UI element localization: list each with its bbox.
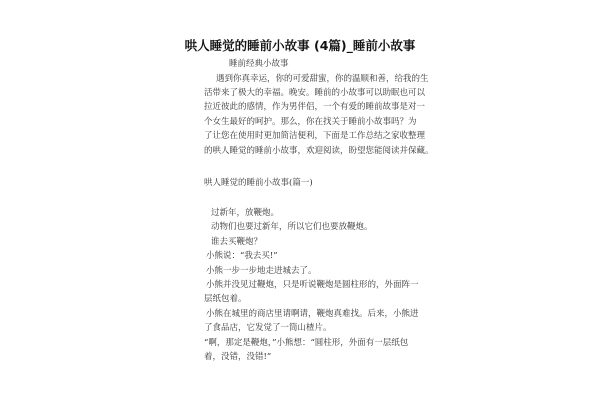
story-line: 谁去买鞭炮？	[211, 237, 263, 247]
story-line: 小熊并没见过鞭炮，只是听说鞭炮是圆柱形的，外面阵一	[206, 280, 419, 290]
story-line: 小熊说：“我去买!”	[206, 251, 278, 261]
story-line: 动物们也要过新年，所以它们也要放鞭炮。	[211, 222, 373, 232]
story-line: 了食品店，它发觉了一筒山楂片。	[204, 323, 332, 333]
intro-line: 遇到你真幸运，你的可爱甜蜜，你的温顺和善，给我的生	[216, 74, 429, 84]
intro-line: 活带来了极大的幸福。晚安。睡前的小故事可以助眠也可以	[204, 88, 426, 98]
intro-line: 的哄人睡觉的睡前小故事，欢迎阅读，盼望您能阅读并保藏。	[204, 146, 434, 156]
story-line: “啊，那定是鞭炮，”小熊想：“圆柱形，外面有一层纸包	[204, 338, 409, 348]
intro-line: 了让您在使用时更加简洁便利，下面是工作总结之家收整理	[204, 131, 426, 141]
intro-line: 拉近彼此的感情，作为男伴侣，一个有爱的睡前故事是对一	[204, 102, 426, 112]
story-line: 过新年，放鞭炮。	[211, 208, 280, 218]
section-heading: 哄人睡觉的睡前小故事(篇一)	[204, 178, 313, 188]
story-line: 层纸包着。	[204, 294, 247, 304]
subtitle: 睡前经典小故事	[229, 59, 289, 69]
story-line: 小熊一步一步地走进城去了。	[206, 266, 317, 276]
story-line: 小熊在城里的商店里请啊请，鞭炮真难找。后来，小熊进	[206, 309, 419, 319]
intro-line: 个女生最好的呵护。那么，你在找关于睡前小故事吗？为	[204, 117, 417, 127]
page-title: 哄人睡觉的睡前小故事 (4篇)_睡前小故事	[184, 38, 416, 53]
story-line: 着，没错，没错!”	[204, 352, 272, 362]
